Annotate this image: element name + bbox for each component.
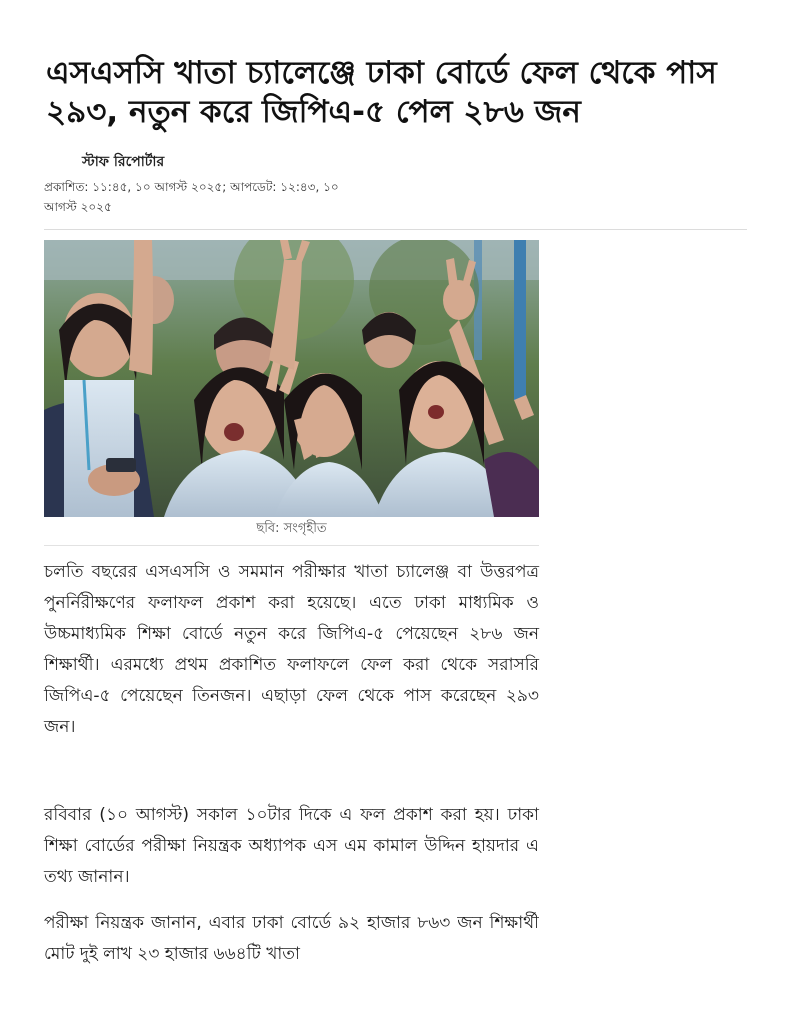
article-paragraph: রবিবার (১০ আগস্ট) সকাল ১০টার দিকে এ ফল প্রকাশ করা হয়। ঢাকা শিক্ষা বোর্ডের পরীক্ষা নিয়ন্ত্রক অধ্যাপক এস এম কামাল উদ্দিন হায়দার এ তথ্য জানান। bbox=[44, 805, 539, 887]
publish-timestamp: প্রকাশিত: ১১:৪৫, ১০ আগস্ট ২০২৫; আপডেট: ১২:৪৩, ১০ আগস্ট ২০২৫ bbox=[44, 180, 339, 214]
article-headline: এসএসসি খাতা চ্যালেঞ্জে ঢাকা বোর্ডে ফেল থেকে পাস ২৯৩, নতুন করে জিপিএ-৫ পেল ২৮৬ জন bbox=[46, 55, 717, 130]
article-paragraph: পরীক্ষা নিয়ন্ত্রক জানান, এবার ঢাকা বোর্ডে ৯২ হাজার ৮৬৩ জন শিক্ষার্থী মোট দুই লাখ ২৩ হাজার ৬৬৪টি খাতা bbox=[44, 913, 539, 964]
author-name[interactable]: স্টাফ রিপোর্টার bbox=[82, 154, 165, 170]
article-paragraph: চলতি বছরের এসএসসি ও সমমান পরীক্ষার খাতা চ্যালেঞ্জ বা উত্তরপত্র পুনর্নিরীক্ষণের ফলাফল প্রকাশ করা হয়েছে। এতে ঢাকা মাধ্যমিক ও উচ্চমাধ্যমিক শিক্ষা বোর্ডে নতুন করে জিপিএ-৫ পেয়েছেন ২৮৬ জন শিক্ষার্থী। এরমধ্যে প্রথম প্রকাশিত ফলাফলে ফেল করা থেকে সরাসরি জিপিএ-৫ পেয়েছেন তিনজন। এছাড়া ফেল থেকে পাস করেছেন ২৯৩ জন। bbox=[44, 562, 539, 737]
image-caption: ছবি: সংগৃহীত bbox=[256, 521, 327, 536]
header-divider bbox=[44, 229, 747, 230]
article-photo bbox=[44, 240, 539, 517]
caption-divider bbox=[44, 545, 539, 546]
